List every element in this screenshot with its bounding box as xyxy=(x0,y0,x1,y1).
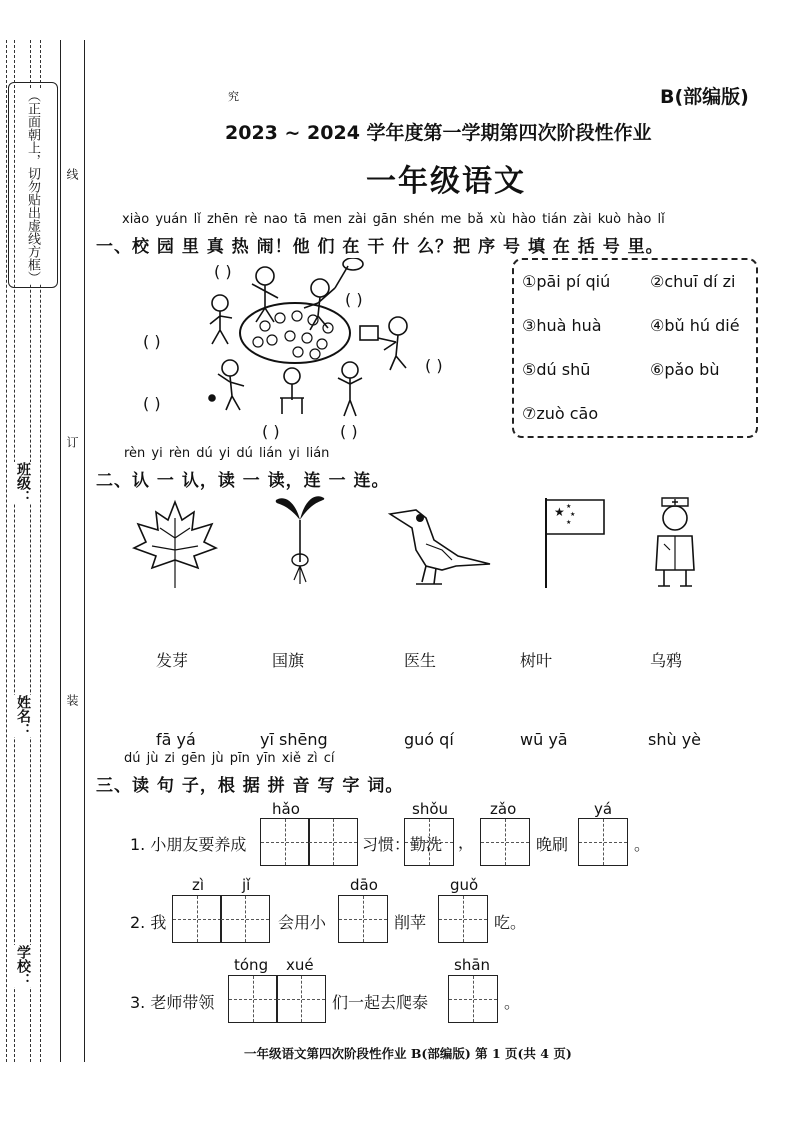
writing-cell[interactable] xyxy=(172,895,222,943)
writing-cell[interactable] xyxy=(228,975,278,1023)
subtitle: 2023 ~ 2024 学年度第一学期第四次阶段性作业 xyxy=(225,122,652,144)
writing-cell[interactable] xyxy=(404,818,454,866)
writing-cell[interactable] xyxy=(480,818,530,866)
svg-text:★: ★ xyxy=(554,505,565,519)
pinyin-hint: jǐ xyxy=(242,876,251,894)
name-label: 姓名： xyxy=(15,695,31,737)
answer-blank[interactable]: ( ) xyxy=(143,394,161,413)
word-item: 医生 xyxy=(404,651,437,670)
pinyin-hint: yá xyxy=(594,800,613,818)
svg-text:★: ★ xyxy=(570,511,576,518)
solid-line xyxy=(60,40,61,1062)
sentence-text: 。 xyxy=(634,835,651,854)
school-label: 学校： xyxy=(15,945,31,987)
dashed-line xyxy=(6,40,7,1062)
class-label: 班级： xyxy=(15,462,31,504)
svg-text:★: ★ xyxy=(566,503,572,510)
sentence-text: 3. 老师带领 xyxy=(130,993,215,1012)
pinyin-hint: dāo xyxy=(350,876,378,894)
option-item: ③huà huà xyxy=(522,316,602,335)
q1-pinyin: xiào yuán lǐ zhēn rè nao tā men zài gān shén me bǎ xù hào tián zài kuò hào lǐ xyxy=(122,212,665,227)
writing-cell[interactable] xyxy=(448,975,498,1023)
pinyin-word: wū yā xyxy=(520,730,568,749)
writing-cell[interactable] xyxy=(260,818,310,866)
pinyin-word: fā yá xyxy=(156,730,196,749)
writing-cell[interactable] xyxy=(220,895,270,943)
writing-cell[interactable] xyxy=(308,818,358,866)
option-item: ⑥pǎo bù xyxy=(650,360,720,379)
doctor-picture xyxy=(648,494,702,590)
answer-blank[interactable]: ( ) xyxy=(262,422,280,441)
seal-mark: 装 xyxy=(65,694,79,706)
answer-blank[interactable]: ( ) xyxy=(345,290,363,309)
writing-cell[interactable] xyxy=(338,895,388,943)
pinyin-word: yī shēng xyxy=(260,730,328,749)
maple-leaf-picture xyxy=(130,498,220,590)
q3-pinyin: dú jù zi gēn jù pīn yīn xiě zì cí xyxy=(124,751,335,766)
sentence-text: 削苹 xyxy=(394,913,427,932)
sentence-text: 晚刷 xyxy=(536,835,569,854)
writing-cell[interactable] xyxy=(438,895,488,943)
sentence-text: 习惯：勤洗 xyxy=(362,835,443,854)
pinyin-word: shù yè xyxy=(648,730,702,749)
writing-cell[interactable] xyxy=(578,818,628,866)
q1-heading: 一、校 园 里 真 热 闹！他 们 在 干 什 么？把 序 号 填 在 括 号 里。 xyxy=(96,237,664,257)
option-item: ①pāi pí qiú xyxy=(522,272,611,291)
page-footer: 一年级语文第四次阶段性作业 B(部编版) 第 1 页(共 4 页) xyxy=(244,1046,572,1061)
word-item: 乌鸦 xyxy=(650,651,683,670)
sentence-text: 1. 小朋友要养成 xyxy=(130,835,247,854)
answer-blank[interactable]: ( ) xyxy=(143,332,161,351)
sentence-text: 会用小 xyxy=(278,913,327,932)
pinyin-hint: hǎo xyxy=(272,800,300,818)
word-item: 国旗 xyxy=(272,651,305,670)
pinyin-hint: zǎo xyxy=(490,800,517,818)
page-title: 一年级语文 xyxy=(366,164,526,199)
flag-picture xyxy=(538,494,608,590)
pinyin-hint: xué xyxy=(286,956,314,974)
campus-illustration xyxy=(200,258,500,423)
seal-mark: 订 xyxy=(65,436,79,448)
pinyin-hint: shǒu xyxy=(412,800,449,818)
sprout-picture xyxy=(270,490,330,586)
sentence-text: 。 xyxy=(504,993,521,1012)
answer-blank[interactable]: ( ) xyxy=(340,422,358,441)
writing-cell[interactable] xyxy=(276,975,326,1023)
pinyin-word: guó qí xyxy=(404,730,454,749)
option-item: ④bǔ hú dié xyxy=(650,316,740,335)
sentence-text: 吃。 xyxy=(494,913,527,932)
word-item: 树叶 xyxy=(520,651,553,670)
option-item: ⑤dú shū xyxy=(522,360,591,379)
pinyin-hint: zì xyxy=(192,876,205,894)
ink-mark: 究 xyxy=(228,90,239,103)
answer-blank[interactable]: ( ) xyxy=(425,356,443,375)
sentence-text: ， xyxy=(458,833,475,852)
crow-picture xyxy=(386,500,492,588)
tip-text: （正面朝上，切勿贴出虚线方框） xyxy=(21,89,43,284)
tip-box xyxy=(8,82,58,288)
answer-blank[interactable]: ( ) xyxy=(214,262,232,281)
pinyin-hint: tóng xyxy=(234,956,269,974)
sentence-text: 们一起去爬泰 xyxy=(332,993,429,1012)
q2-heading: 二、认 一 认，读 一 读，连 一 连。 xyxy=(96,471,390,491)
option-item: ②chuī dí zi xyxy=(650,272,736,291)
pinyin-hint: guǒ xyxy=(450,876,479,894)
pinyin-hint: shān xyxy=(454,956,491,974)
q2-pinyin: rèn yi rèn dú yi dú lián yi lián xyxy=(124,446,330,461)
solid-line xyxy=(84,40,85,1062)
edition-label: B(部编版) xyxy=(660,86,749,108)
sentence-text: 2. 我 xyxy=(130,913,167,932)
q3-heading: 三、读 句 子，根 据 拼 音 写 字 词。 xyxy=(96,776,404,796)
options-box xyxy=(512,258,758,438)
word-item: 发芽 xyxy=(156,651,189,670)
option-item: ⑦zuò cāo xyxy=(522,404,599,423)
svg-text:★: ★ xyxy=(566,519,572,526)
seal-mark: 线 xyxy=(65,168,79,180)
